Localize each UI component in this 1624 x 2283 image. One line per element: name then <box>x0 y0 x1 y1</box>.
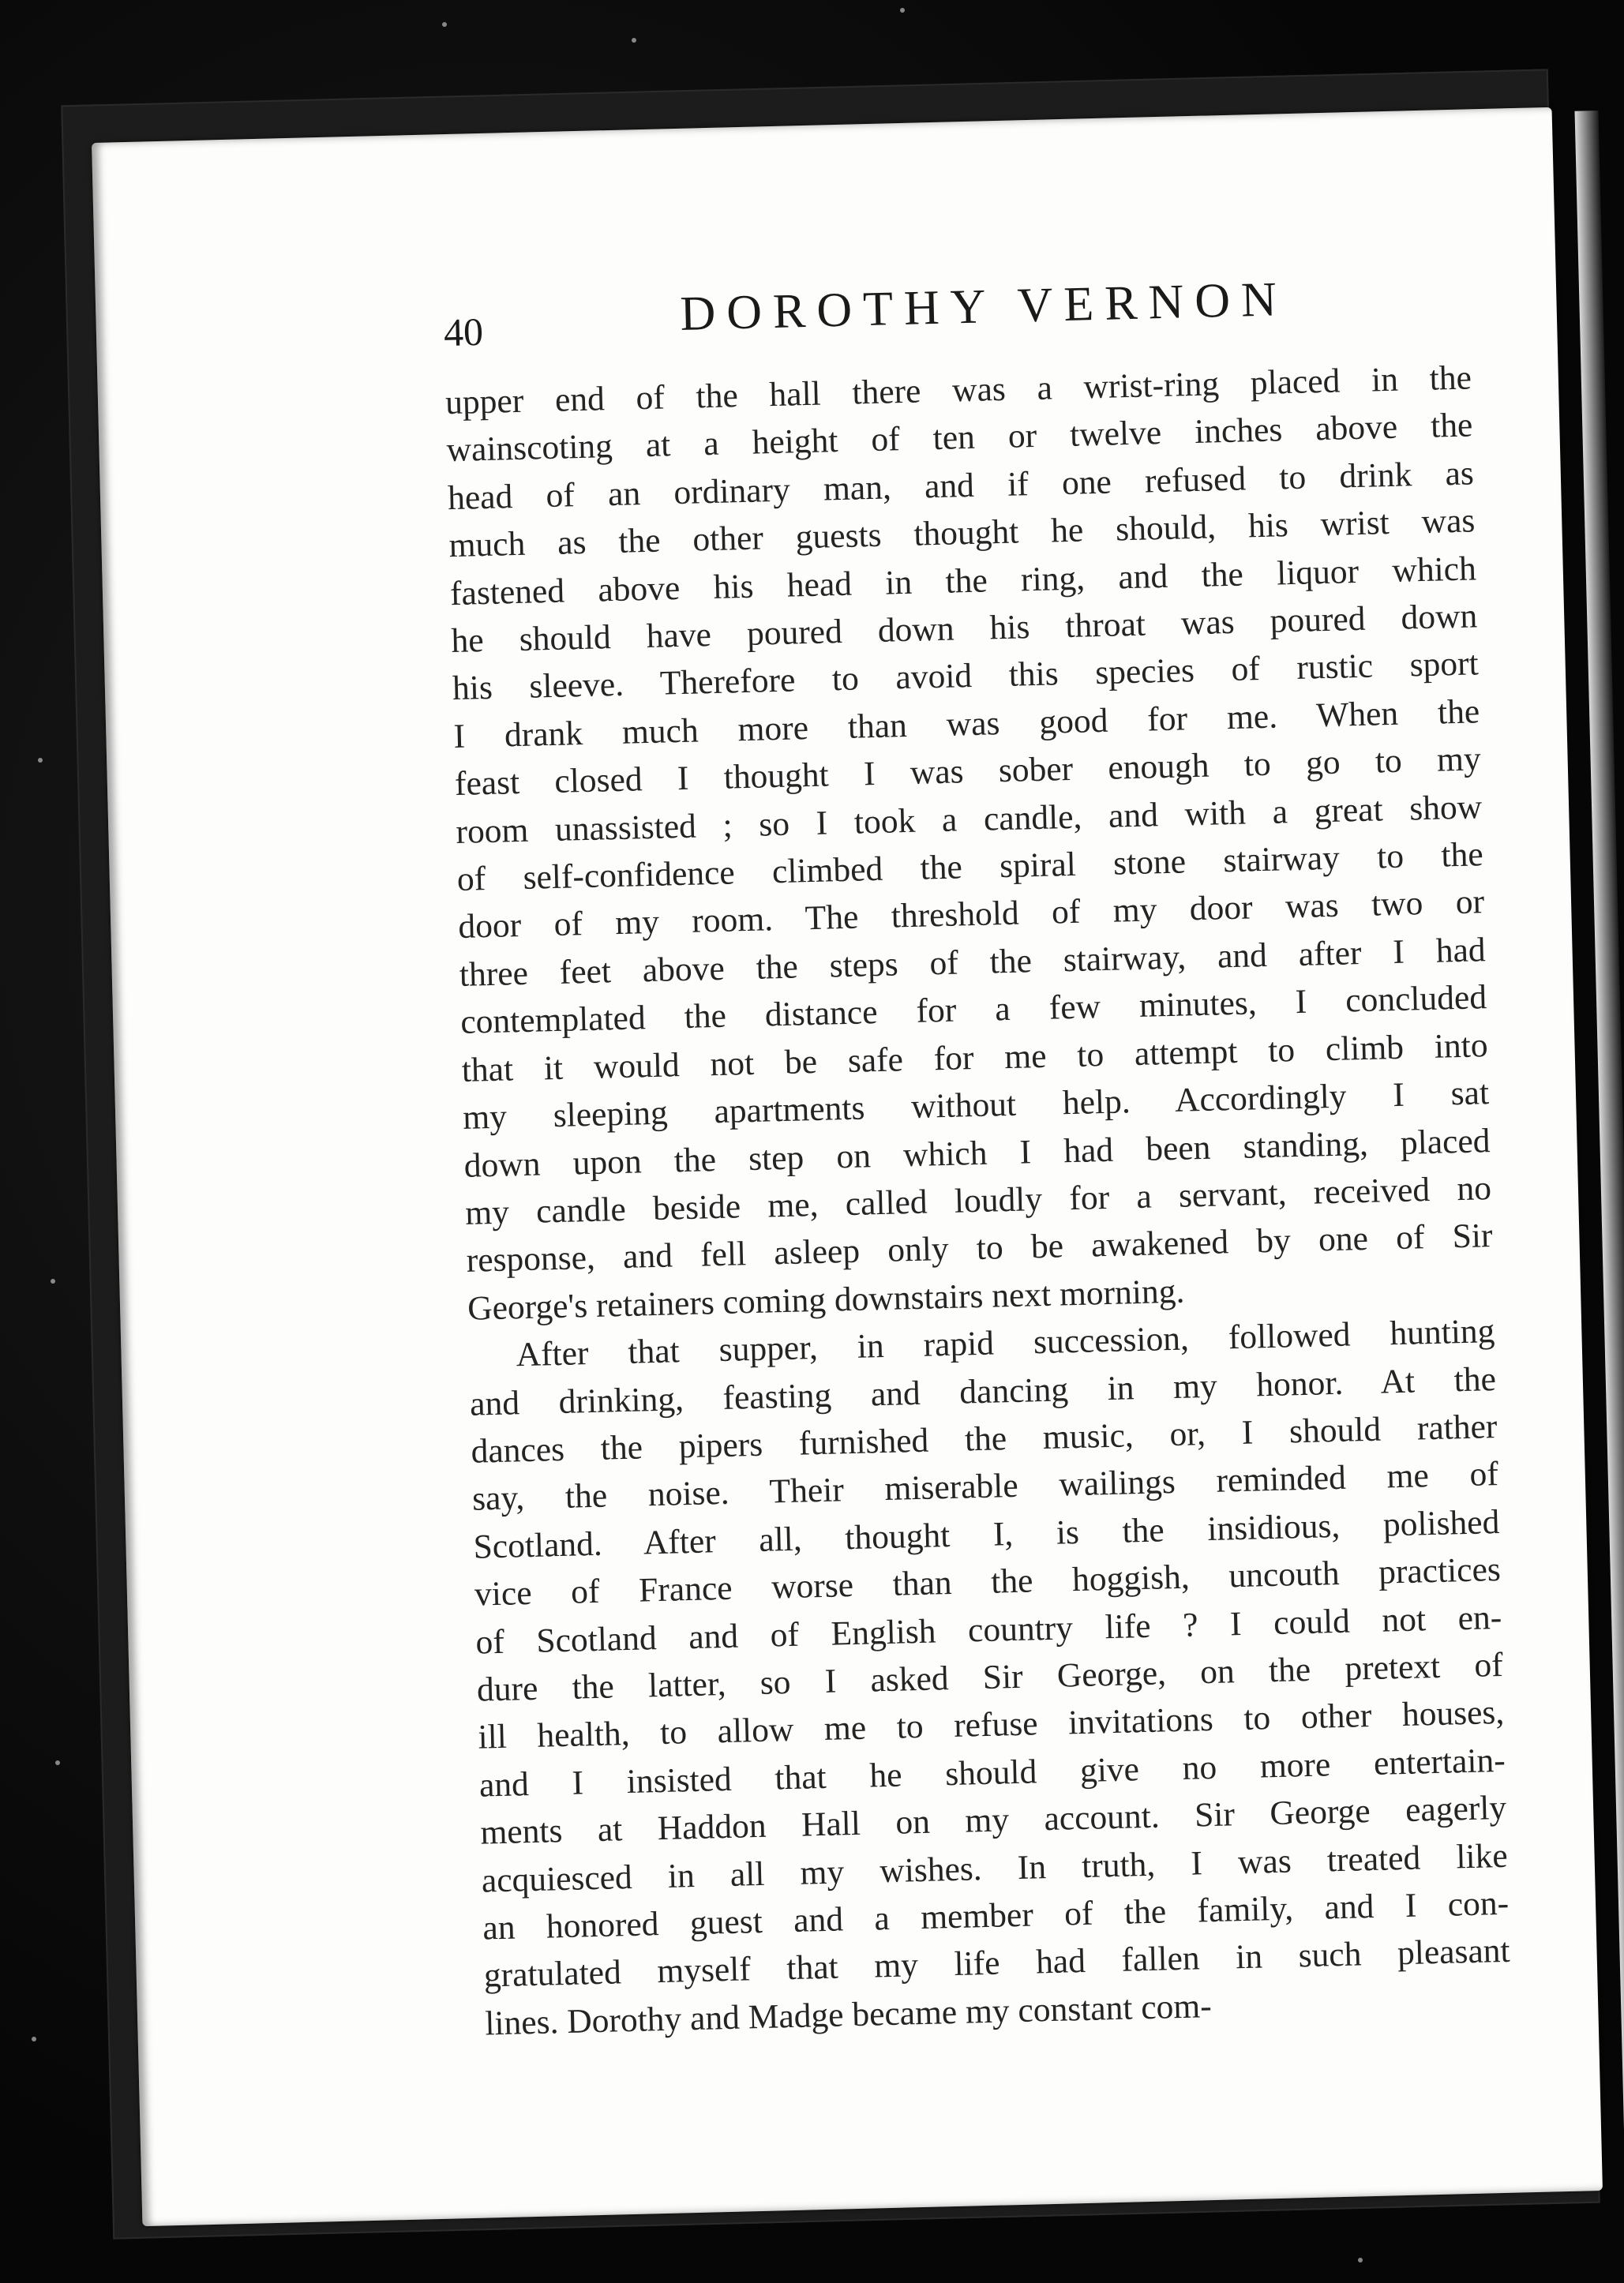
text-line: George's retainers coming downstairs next morning. <box>467 1272 1185 1328</box>
text-line: dure the latter, so I asked Sir George, on the pretext of <box>476 1645 1504 1709</box>
text-line: feast closed I thought I was sober enough to go to my <box>454 740 1482 804</box>
dust-speck <box>51 1279 55 1284</box>
dust-speck <box>442 22 447 27</box>
text-line: down upon the step on which I had been standing, placed <box>463 1121 1491 1185</box>
text-line: my sleeping apartments without help. Accordingly I sat <box>462 1074 1490 1137</box>
dust-speck <box>32 2037 36 2041</box>
dust-speck <box>55 1760 60 1765</box>
text-line: he should have poured down his throat was poured down <box>450 597 1478 661</box>
text-line: of Scotland and of English country life ? I could not en- <box>474 1598 1502 1662</box>
text-line: that it would not be safe for me to attempt to climb into <box>461 1025 1489 1089</box>
text-line: room unassisted ; so I took a candle, and with a great show <box>455 787 1483 851</box>
text-line: say, the noise. Their miserable wailings reminded me of <box>471 1455 1499 1519</box>
text-line: and drinking, feasting and dancing in my honor. At the <box>469 1359 1497 1423</box>
text-line: ill health, to allow me to refuse invitations to other houses, <box>477 1693 1505 1757</box>
text-line: wainscoting at a height of ten or twelve inches above the <box>446 406 1473 470</box>
text-line: I drank much more than was good for me. When the <box>452 692 1480 755</box>
page-number: 40 <box>443 309 484 355</box>
text-line: After that supper, in rapid succession, followed hunting <box>516 1312 1495 1374</box>
text-line: contemplated the distance for a few minutes, I concluded <box>459 978 1487 1042</box>
body-text <box>444 354 1511 2047</box>
page-content <box>443 267 1512 2047</box>
text-line: and I insisted that he should give no more entertain- <box>478 1741 1506 1805</box>
book-page <box>92 107 1603 2226</box>
text-line: his sleeve. Therefore to avoid this species of rustic sport <box>452 644 1480 708</box>
dust-speck <box>1358 2258 1363 2262</box>
text-line: acquiesced in all my wishes. In truth, I was treated like <box>481 1836 1509 1900</box>
text-line: vice of France worse than the hoggish, uncouth practices <box>474 1550 1502 1614</box>
text-line: ments at Haddon Hall on my account. Sir George eagerly <box>479 1789 1507 1852</box>
dust-speck <box>632 38 636 43</box>
text-line: gratulated myself that my life had fallen in such pleasant <box>483 1932 1511 1995</box>
dust-speck <box>900 8 905 13</box>
running-title: DOROTHY VERNON <box>679 272 1288 341</box>
text-line: my candle beside me, called loudly for a servant, received no <box>464 1168 1492 1232</box>
text-line: much as the other guests thought he should, his wrist was <box>448 501 1476 565</box>
text-line: upper end of the hall there was a wrist-ring placed in the <box>444 358 1472 422</box>
text-line: lines. Dorothy and Madge became my constant com- <box>484 1986 1213 2043</box>
dust-speck <box>38 758 43 763</box>
text-line: dances the pipers furnished the music, or, I should rather <box>471 1407 1498 1471</box>
text-line: three feet above the steps of the stairway, and after I had <box>459 931 1487 994</box>
text-line: response, and fell asleep only to be awakened by one of Sir <box>466 1216 1493 1280</box>
text-line: of self-confidence climbed the spiral stone stairway to the <box>456 835 1484 899</box>
text-line: fastened above his head in the ring, and the liquor which <box>449 549 1477 613</box>
text-line: door of my room. The threshold of my door was two or <box>457 883 1485 947</box>
text-line: Scotland. After all, thought I, is the insidious, polished <box>473 1502 1500 1566</box>
text-line: an honored guest and a member of the family, and I con- <box>482 1884 1510 1947</box>
text-line: head of an ordinary man, and if one refused to drink as <box>447 454 1475 517</box>
